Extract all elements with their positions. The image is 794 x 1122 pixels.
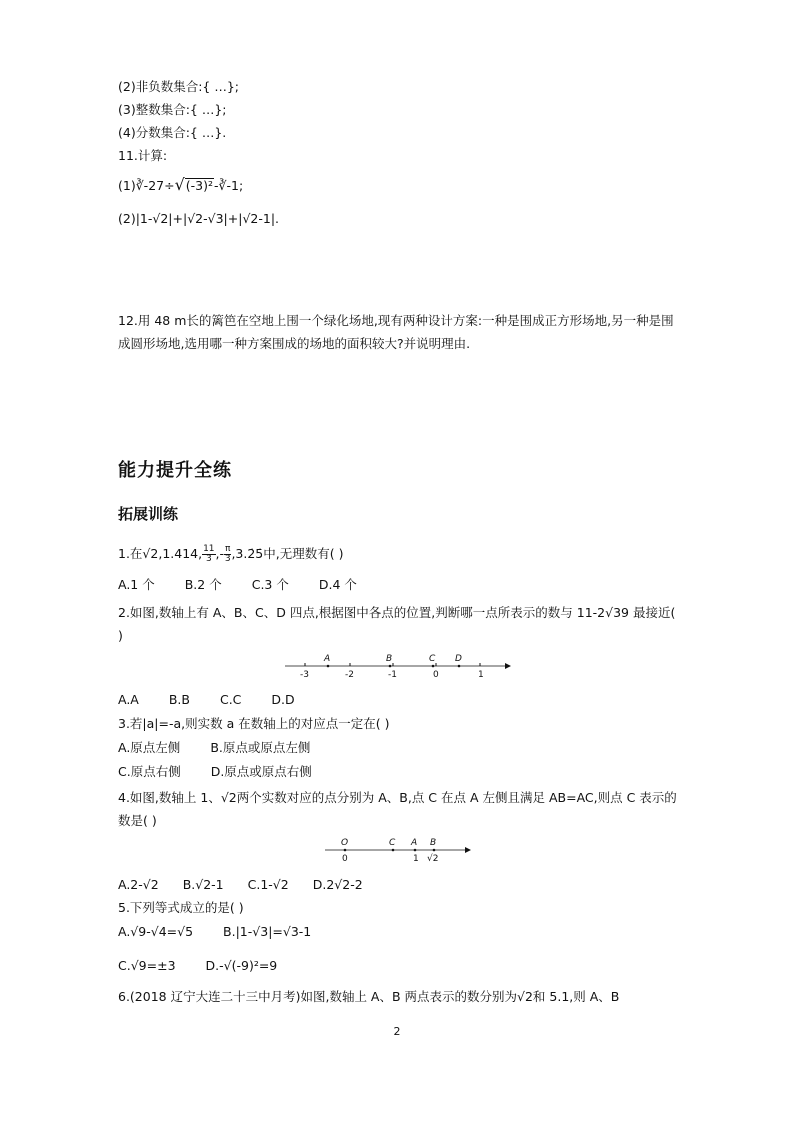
q1-frac1-num: 11 <box>203 544 215 554</box>
q4-tick-sqrt2: √2 <box>427 854 439 864</box>
number-line-q4 <box>323 834 473 866</box>
set-fraction: (4)分数集合:{ …}. <box>118 125 227 140</box>
q2-tick-neg3: -3 <box>300 670 309 680</box>
q2-tick-0: 0 <box>433 670 439 680</box>
q4-option-b: B.√2-1 <box>182 877 224 892</box>
question-11-part-1 <box>118 176 243 195</box>
q2-option-b: B.B <box>168 692 190 707</box>
q4-option-d: D.2√2-2 <box>312 877 363 892</box>
q3-option-d: D.原点或原点右侧 <box>210 764 312 779</box>
q4-option-a: A.2-√2 <box>118 877 159 892</box>
q3-option-c: C.原点右侧 <box>118 764 181 779</box>
q1-frac2-den: 3 <box>224 554 231 564</box>
question-3-stem: 3.若|a|=-a,则实数 a 在数轴上的对应点一定在( ) <box>118 716 390 731</box>
question-12: 12.用 48 m长的篱笆在空地上围一个绿化场地,现有两种设计方案:一种是围成正方形场地,另一种是围成圆形场地,选用哪一种方案围成的场地的面积较大?并说明理由. <box>118 313 674 351</box>
question-5-options-row1 <box>118 923 341 941</box>
question-3-options-row1 <box>118 739 340 757</box>
q2-option-a: A.A <box>118 692 139 707</box>
q4-point-b: B <box>430 838 437 848</box>
q1-frac2-num: π <box>225 544 231 554</box>
question-2-options <box>118 691 325 709</box>
q2-tick-1: 1 <box>478 670 484 680</box>
section-subtitle: 拓展训练 <box>118 505 179 523</box>
question-4-stem: 4.如图,数轴上 1、√2两个实数对应的点分别为 A、B,点 C 在点 A 左侧且满足 AB=AC,则点 C 表示的数是( ) <box>118 790 677 828</box>
sqrt-sign: √ <box>174 175 185 194</box>
question-1-options <box>118 576 387 594</box>
question-3-options-row2 <box>118 763 342 781</box>
question-11-title: 11.计算: <box>118 148 168 163</box>
q11-1-prefix: (1) <box>118 178 136 193</box>
question-11-part-2: (2)|1-√2|+|√2-√3|+|√2-1|. <box>118 211 280 226</box>
q1-stem-a: 1.在√2,1.414, <box>118 546 203 561</box>
set-integer: (3)整数集合:{ …}; <box>118 102 227 117</box>
q2-tick-neg1: -1 <box>388 670 397 680</box>
page-number: 2 <box>393 1025 401 1038</box>
q11-1-tail: -∛-1; <box>214 178 244 193</box>
q11-1-radicand: (-3)² <box>185 178 214 193</box>
q5-option-c: C.√9=±3 <box>118 958 176 973</box>
q1-option-a: A.1 个 <box>118 577 155 592</box>
q1-option-c: C.3 个 <box>251 577 289 592</box>
question-6-stem: 6.(2018 辽宁大连二十三中月考)如图,数轴上 A、B 两点表示的数分别为√2和 5.1,则 A、B <box>118 989 620 1004</box>
q2-point-b: B <box>386 654 393 664</box>
q2-point-a: A <box>324 654 331 664</box>
q1-option-b: B.2 个 <box>184 577 222 592</box>
section-title: 能力提升全练 <box>118 460 232 481</box>
q2-option-d: D.D <box>271 692 295 707</box>
question-5-stem: 5.下列等式成立的是( ) <box>118 900 244 915</box>
number-line-q2 <box>283 650 513 682</box>
q2-point-c: C <box>429 654 436 664</box>
q2-point-d: D <box>455 654 462 664</box>
question-1-stem <box>118 545 343 564</box>
q4-point-o: O <box>341 838 349 848</box>
q5-option-b: B.|1-√3|=√3-1 <box>223 924 312 939</box>
q2-tick-neg2: -2 <box>345 670 354 680</box>
q4-tick-1: 1 <box>413 854 419 864</box>
q1-frac-1 <box>202 545 215 564</box>
q3-option-a: A.原点左侧 <box>118 740 181 755</box>
q5-option-d: D.-√(-9)²=9 <box>205 958 278 973</box>
question-2-stem: 2.如图,数轴上有 A、B、C、D 四点,根据图中各点的位置,判断哪一点所表示的数与 11-2√39 最接近( ) <box>118 605 676 643</box>
q1-option-d: D.4 个 <box>318 577 357 592</box>
q1-stem-b: ,3.2̇5̇中,无理数有( ) <box>231 546 344 561</box>
q4-option-c: C.1-√2 <box>247 877 289 892</box>
q4-tick-0: 0 <box>342 854 348 864</box>
question-4-options <box>118 876 393 894</box>
q11-1-cuberoot: ∛-27÷ <box>135 178 175 193</box>
q5-option-a: A.√9-√4=√5 <box>118 924 194 939</box>
q1-frac1-den: 3 <box>205 554 212 564</box>
q2-option-c: C.C <box>219 692 242 707</box>
set-nonnegative: (2)非负数集合:{ …}; <box>118 79 240 94</box>
q4-point-a: A <box>411 838 418 848</box>
q4-point-c: C <box>389 838 396 848</box>
q1-sep: ,- <box>215 546 225 561</box>
q3-option-b: B.原点或原点左侧 <box>210 740 311 755</box>
question-5-options-row2 <box>118 957 307 975</box>
